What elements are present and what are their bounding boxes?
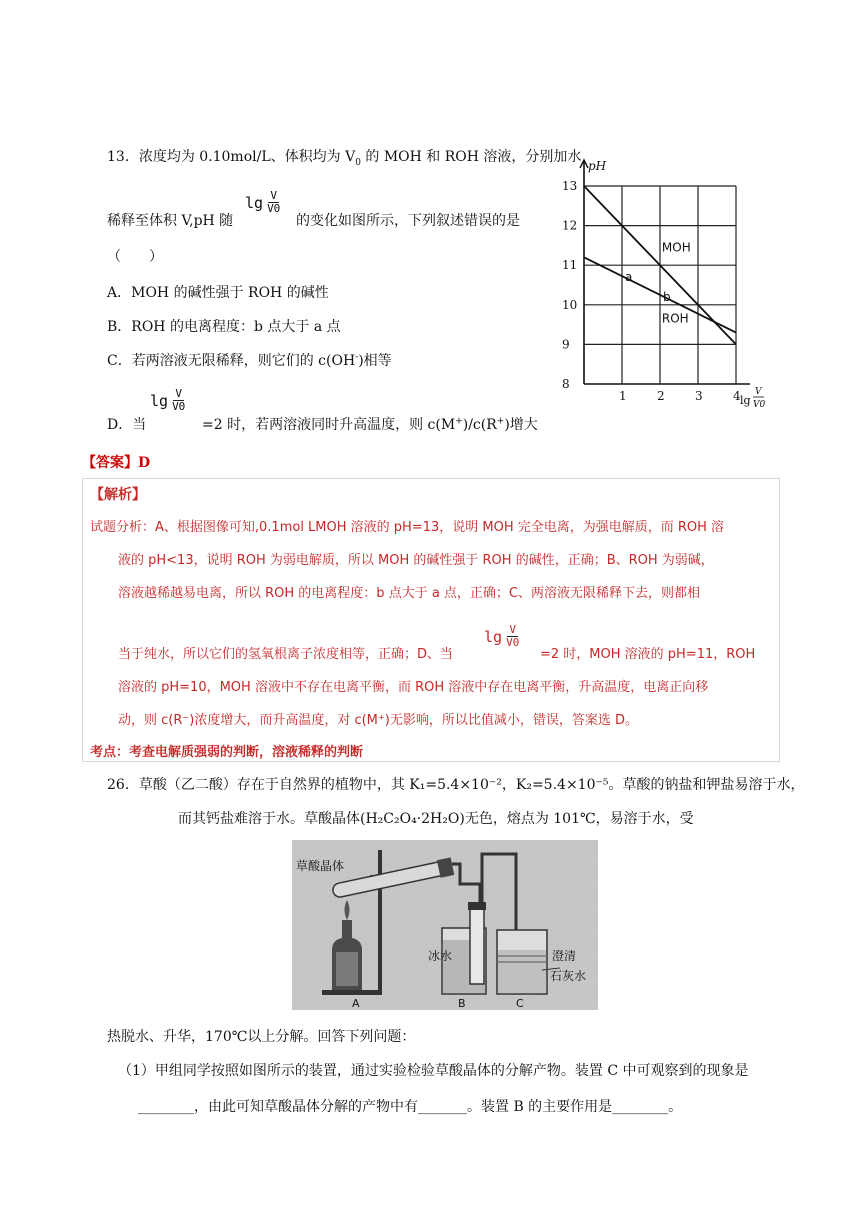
option-b: B．ROH 的电离程度：b 点大于 a 点 xyxy=(107,319,341,335)
q13-line2-pre: 稀释至体积 V,pH 随 xyxy=(107,213,234,229)
label-b: B xyxy=(458,997,466,1010)
label-ice-water: 冰水 xyxy=(428,949,453,963)
analysis-topic: 考点：考查电解质强弱的判断，溶液稀释的判断 xyxy=(90,745,364,760)
q13-paren: （ ） xyxy=(107,249,163,265)
y-tick-label: 12 xyxy=(562,218,578,233)
series-label-roh: ROH xyxy=(661,311,689,326)
x-tick-label: 1 xyxy=(619,389,627,403)
label-a: A xyxy=(352,997,360,1010)
x-tick-label: 3 xyxy=(695,389,703,403)
y-tick-label: 9 xyxy=(562,337,570,352)
option-d-pre: D．当 xyxy=(107,417,147,433)
y-tick-label: 11 xyxy=(562,258,578,273)
analysis-line-5: 溶液的 pH=10，MOH 溶液中不存在电离平衡，而 ROH 溶液中存在电离平衡，升高温度，电离正向移 xyxy=(118,680,709,695)
fraction-lg-v-v0-d: lg V V0 xyxy=(150,387,186,413)
option-d-post: =2 时，若两溶液同时升高温度，则 c(M+)/c(R+)增大 xyxy=(202,416,538,433)
ph-dilution-chart xyxy=(556,148,786,420)
point-label-a: a xyxy=(625,270,633,285)
analysis-title: 【解析】 xyxy=(90,487,146,503)
x-axis-label-num: V xyxy=(755,387,762,397)
x-axis-label-den: V0 xyxy=(753,400,766,410)
q26-line2: 而其钙盐难溶于水。草酸晶体(H₂C₂O₄·2H₂O)无色，熔点为 101℃，易溶于水，受 xyxy=(178,811,694,827)
analysis-line-4-pre: 当于纯水，所以它们的氢氧根离子浓度相等，正确；D、当 xyxy=(118,647,454,662)
q26-line1: 26．草酸（乙二酸）存在于自然界的植物中，其 K₁=5.4×10⁻²，K₂=5.4×10⁻⁵。草酸的钠盐和钾盐易溶于水， xyxy=(107,777,805,793)
label-c: C xyxy=(516,997,524,1010)
analysis-line-3: 溶液越稀越易电离，所以 ROH 的电离程度：b 点大于 a 点，正确；C、两溶液无限稀释下去，则都相 xyxy=(118,586,700,601)
label-lime-1: 澄清 xyxy=(552,949,577,963)
option-c: C．若两溶液无限稀释，则它们的 c(OH-)相等 xyxy=(107,352,392,369)
answer: 【答案】D xyxy=(82,455,151,471)
label-lime-2: 石灰水 xyxy=(550,969,587,983)
analysis-line-1: 试题分析：A、根据图像可知,0.1mol LMOH 溶液的 pH=13，说明 MOH 完全电离，为强电解质，而 ROH 溶 xyxy=(90,520,725,535)
fraction-lg-v-v0-analysis: lg V V0 xyxy=(484,623,520,649)
x-axis-label-lg: lg xyxy=(740,394,751,407)
y-tick-label: 8 xyxy=(562,377,570,391)
q13-line2-post: 的变化如图所示，下列叙述错误的是 xyxy=(296,213,520,229)
apparatus-figure xyxy=(292,840,598,1010)
label-crystal: 草酸晶体 xyxy=(296,859,345,873)
series-label-moh: MOH xyxy=(661,240,691,255)
option-a: A．MOH 的碱性强于 ROH 的碱性 xyxy=(107,285,329,301)
q26-line4: （1）甲组同学按照如图所示的装置，通过实验检验草酸晶体的分解产物。装置 C 中可观察到的现象是 xyxy=(118,1063,749,1079)
q13-line1: 13．浓度均为 0.10mol/L、体积均为 $V_0$ 的 MOH 和 ROH 溶液，分别加水 xyxy=(107,149,582,168)
analysis-line-4-post: =2 时，MOH 溶液的 pH=11，ROH xyxy=(540,647,756,662)
x-tick-label: 4 xyxy=(733,389,741,403)
q26-line5: ________，由此可知草酸晶体分解的产物中有_______。装置 B 的主要作用是________。 xyxy=(138,1099,683,1115)
q26-line3: 热脱水、升华，170℃以上分解。回答下列问题： xyxy=(107,1029,416,1045)
y-axis-label: pH xyxy=(588,159,607,173)
analysis-line-6: 动，则 c(R⁻)浓度增大，而升高温度，对 c(M⁺)无影响，所以比值减小，错误，答案选 D。 xyxy=(118,713,638,728)
fraction-lg-v-v0: lg V V0 xyxy=(245,189,281,215)
analysis-line-2: 液的 pH<13，说明 ROH 为弱电解质，所以 MOH 的碱性强于 ROH 的碱性，正确；B、ROH 为弱碱， xyxy=(118,553,714,568)
y-tick-label: 13 xyxy=(562,179,578,193)
point-label-b: b xyxy=(663,289,671,304)
x-tick-label: 2 xyxy=(657,389,665,403)
y-tick-label: 10 xyxy=(562,297,578,312)
